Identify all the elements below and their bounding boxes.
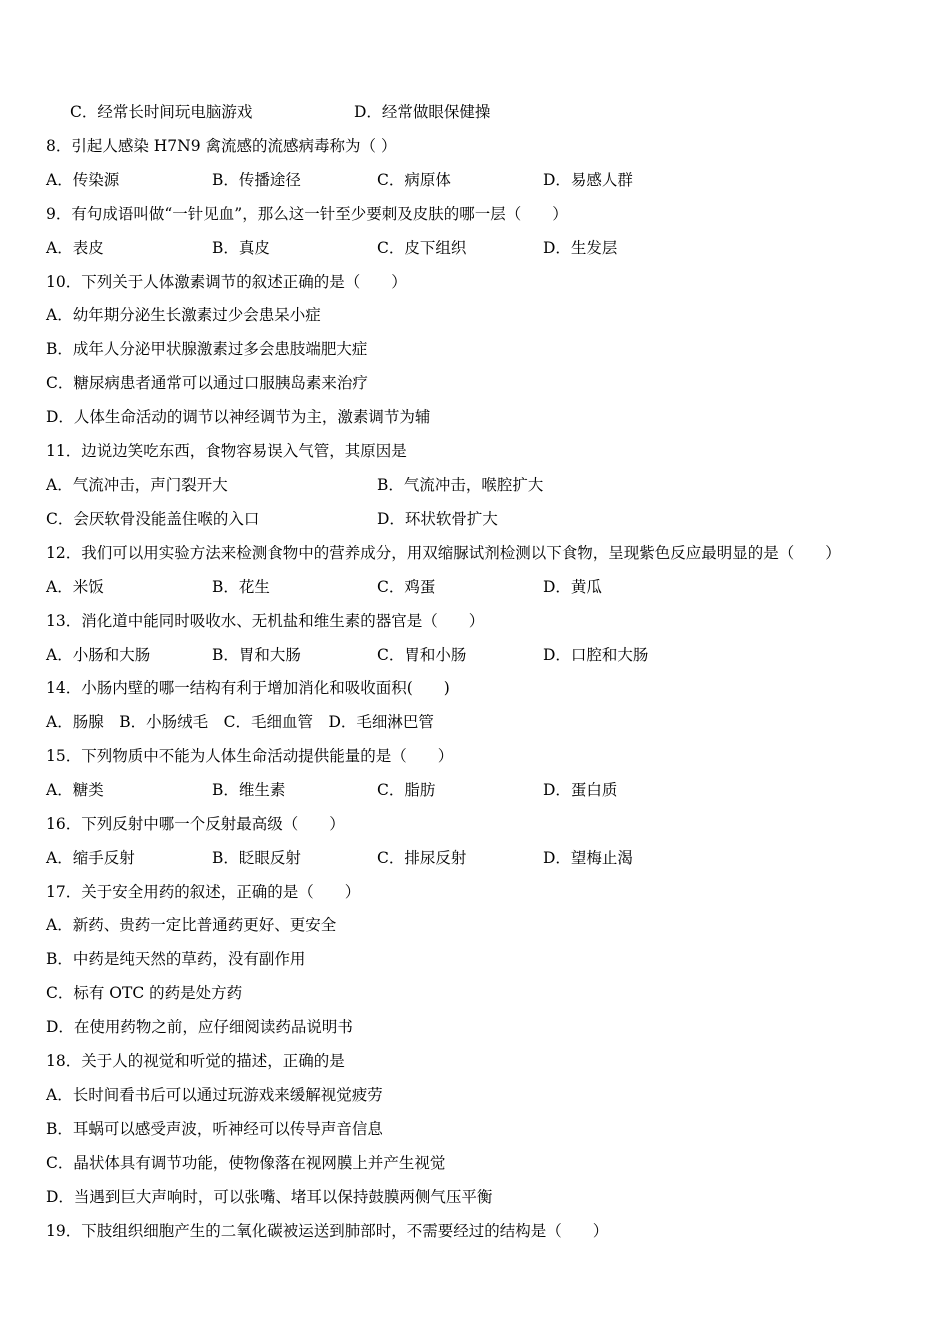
question-text: 13．消化道中能同时吸收水、无机盐和维生素的器官是（ ） [46,612,485,630]
option-d: D．当遇到巨大声响时，可以张嘴、堵耳以保持鼓膜两侧气压平衡 [46,1188,493,1206]
option-d: D．环状软骨扩大 [377,510,498,528]
option-d: D．人体生命活动的调节以神经调节为主，激素调节为辅 [46,408,431,426]
question-text: 19．下肢组织细胞产生的二氧化碳被运送到肺部时，不需要经过的结构是（ ） [46,1222,609,1240]
option-b: B．中药是纯天然的草药，没有副作用 [46,950,306,968]
option-c: C．排尿反射 [377,849,467,867]
question-text: 14．小肠内壁的哪一结构有利于增加消化和吸收面积( ) [46,679,450,697]
option-d: D．口腔和大肠 [543,646,649,664]
option-list: A．肠腺 B．小肠绒毛 C．毛细血管 D．毛细淋巴管 [46,713,434,731]
option-c: C．胃和小肠 [377,646,467,664]
option-c: C．标有 OTC 的药是处方药 [46,984,243,1002]
option-a: A．幼年期分泌生长激素过少会患呆小症 [46,306,321,324]
question-text: 17．关于安全用药的叙述，正确的是（ ） [46,883,361,901]
option-c: C．皮下组织 [377,239,467,257]
question-text: 18．关于人的视觉和听觉的描述，正确的是 [46,1052,345,1070]
option-b: B．真皮 [212,239,270,257]
question-text: 12．我们可以用实验方法来检测食物中的营养成分，用双缩脲试剂检测以下食物，呈现紫色反应最明显的是（ ） [46,544,841,562]
option-d: D．蛋白质 [543,781,618,799]
option-c: C．脂肪 [377,781,436,799]
option-c: C．鸡蛋 [377,578,436,596]
option-b: B．维生素 [212,781,286,799]
option-d: D．黄瓜 [543,578,602,596]
option-b: B．气流冲击，喉腔扩大 [377,476,544,494]
question-text: 8．引起人感染 H7N9 禽流感的流感病毒称为（ ） [46,137,397,155]
option-d: D．望梅止渴 [543,849,633,867]
option-a: A．传染源 [46,171,120,189]
option-b: B．花生 [212,578,270,596]
question-text: 16．下列反射中哪一个反射最高级（ ） [46,815,345,833]
question-text: 15．下列物质中不能为人体生命活动提供能量的是（ ） [46,747,454,765]
question-text: 9．有句成语叫做“一针见血”，那么这一针至少要刺及皮肤的哪一层（ ） [46,205,568,223]
option-d: D．生发层 [543,239,618,257]
option-a: A．糖类 [46,781,104,799]
option-a: A．新药、贵药一定比普通药更好、更安全 [46,916,337,934]
option-c: C．晶状体具有调节功能，使物像落在视网膜上并产生视觉 [46,1154,446,1172]
question-text: 11．边说边笑吃东西，食物容易误入气管，其原因是 [46,442,407,460]
option-b: B．成年人分泌甲状腺激素过多会患肢端肥大症 [46,340,368,358]
option-a: A．缩手反射 [46,849,135,867]
option-a: A．小肠和大肠 [46,646,151,664]
option-c: C．会厌软骨没能盖住喉的入口 [46,510,260,528]
option-a: A．气流冲击，声门裂开大 [46,476,228,494]
option-b: B．传播途径 [212,171,301,189]
option-d: D．易感人群 [543,171,633,189]
option-c: C．经常长时间玩电脑游戏 [70,103,253,121]
option-a: A．长时间看书后可以通过玩游戏来缓解视觉疲劳 [46,1086,383,1104]
option-b: B．眨眼反射 [212,849,301,867]
option-b: B．耳蜗可以感受声波，听神经可以传导声音信息 [46,1120,383,1138]
option-a: A．米饭 [46,578,104,596]
option-b: B．胃和大肠 [212,646,301,664]
option-d: D．在使用药物之前，应仔细阅读药品说明书 [46,1018,353,1036]
option-d: D．经常做眼保健操 [354,103,491,121]
option-a: A．表皮 [46,239,104,257]
option-c: C．糖尿病患者通常可以通过口服胰岛素来治疗 [46,374,368,392]
question-text: 10．下列关于人体激素调节的叙述正确的是（ ） [46,273,407,291]
option-c: C．病原体 [377,171,451,189]
